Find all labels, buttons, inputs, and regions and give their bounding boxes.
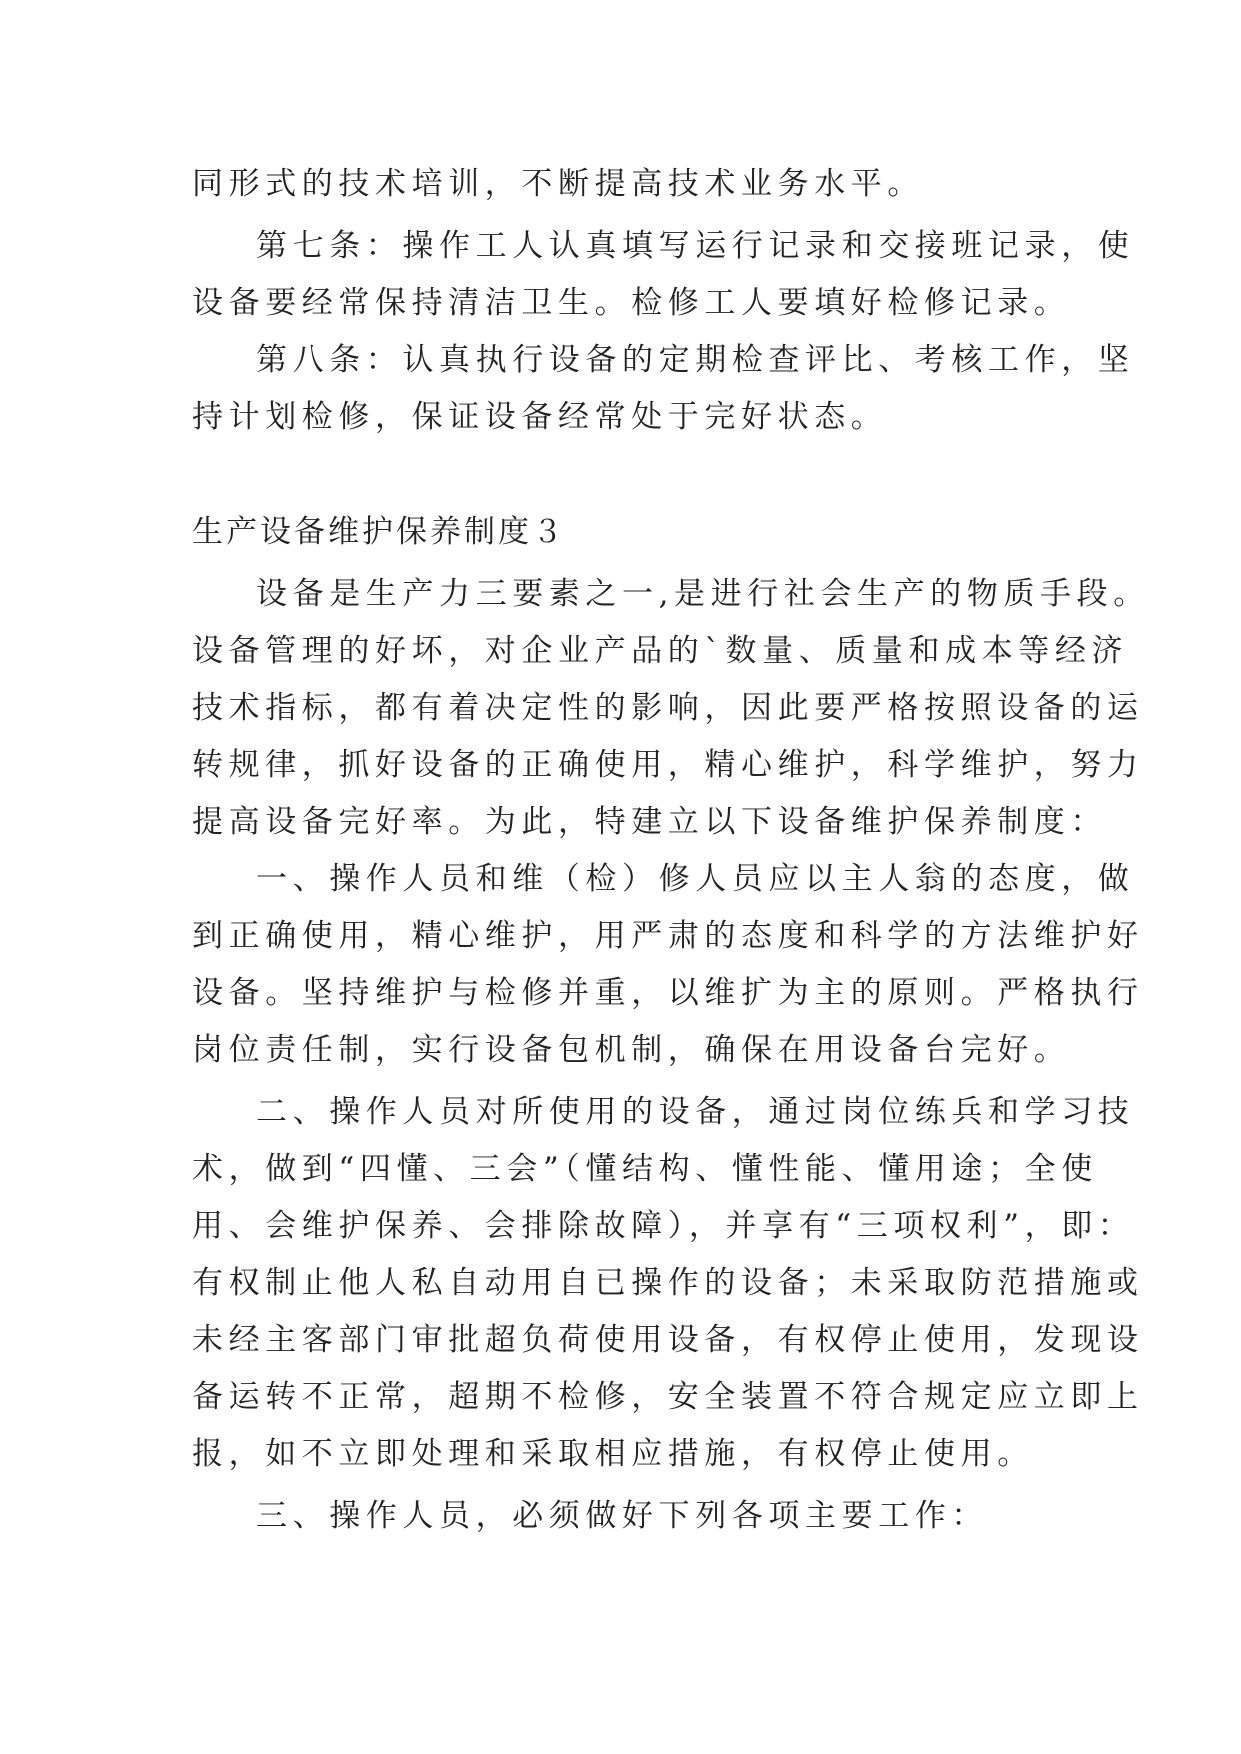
paragraph-line: 设备。坚持维护与检修并重，以维扩为主的原则。严格执行 — [192, 975, 1144, 1011]
paragraph-line: 设备是生产力三要素之一,是进行社会生产的物质手段。 — [256, 576, 1150, 612]
paragraph-line: 岗位责任制，实行设备包机制，确保在用设备台完好。 — [192, 1032, 1071, 1068]
paragraph-line: 提高设备完好率。为此，特建立以下设备维护保养制度： — [192, 804, 1107, 840]
paragraph-line: 第七条：操作工人认真填写运行记录和交接班记录，使 — [256, 228, 1135, 264]
paragraph-line: 未经主客部门审批超负荷使用设备，有权停止使用，发现设 — [192, 1322, 1144, 1358]
paragraph-line: 持计划检修，保证设备经常处于完好状态。 — [192, 399, 888, 435]
paragraph-line: 三、操作人员，必须做好下列各项主要工作： — [256, 1498, 988, 1534]
paragraph-line: 到正确使用，精心维护，用严肃的态度和科学的方法维护好 — [192, 918, 1144, 954]
paragraph-line: 报，如不立即处理和采取相应措施，有权停止使用。 — [192, 1436, 1034, 1472]
paragraph-line: 第八条：认真执行设备的定期检查评比、考核工作，坚 — [256, 342, 1135, 378]
paragraph-line: 有权制止他人私自动用自已操作的设备；未采取防范措施或 — [192, 1265, 1144, 1301]
paragraph-line: 术，做到“四懂、三会”（懂结构、懂性能、懂用途；全使 — [192, 1151, 1098, 1187]
paragraph-line: 用、会维护保养、会排除故障），并享有“三项权利”，即： — [192, 1208, 1135, 1244]
paragraph-line: 二、操作人员对所使用的设备，通过岗位练兵和学习技 — [256, 1094, 1135, 1130]
paragraph-line: 设备要经常保持清洁卫生。检修工人要填好检修记录。 — [192, 285, 1071, 321]
paragraph-line: 设备管理的好坏，对企业产品的`数量、质量和成本等经济 — [192, 633, 1129, 669]
paragraph-line: 技术指标，都有着决定性的影响，因此要严格按照设备的运 — [192, 690, 1144, 726]
paragraph-line: 一、操作人员和维（检）修人员应以主人翁的态度，做 — [256, 861, 1135, 897]
section-heading: 生产设备维护保养制度３ — [192, 514, 566, 550]
paragraph-line: 转规律，抓好设备的正确使用，精心维护，科学维护，努力 — [192, 747, 1144, 783]
paragraph-line: 同形式的技术培训，不断提高技术业务水平。 — [192, 166, 924, 202]
paragraph-line: 备运转不正常，超期不检修，安全装置不符合规定应立即上 — [192, 1379, 1144, 1415]
